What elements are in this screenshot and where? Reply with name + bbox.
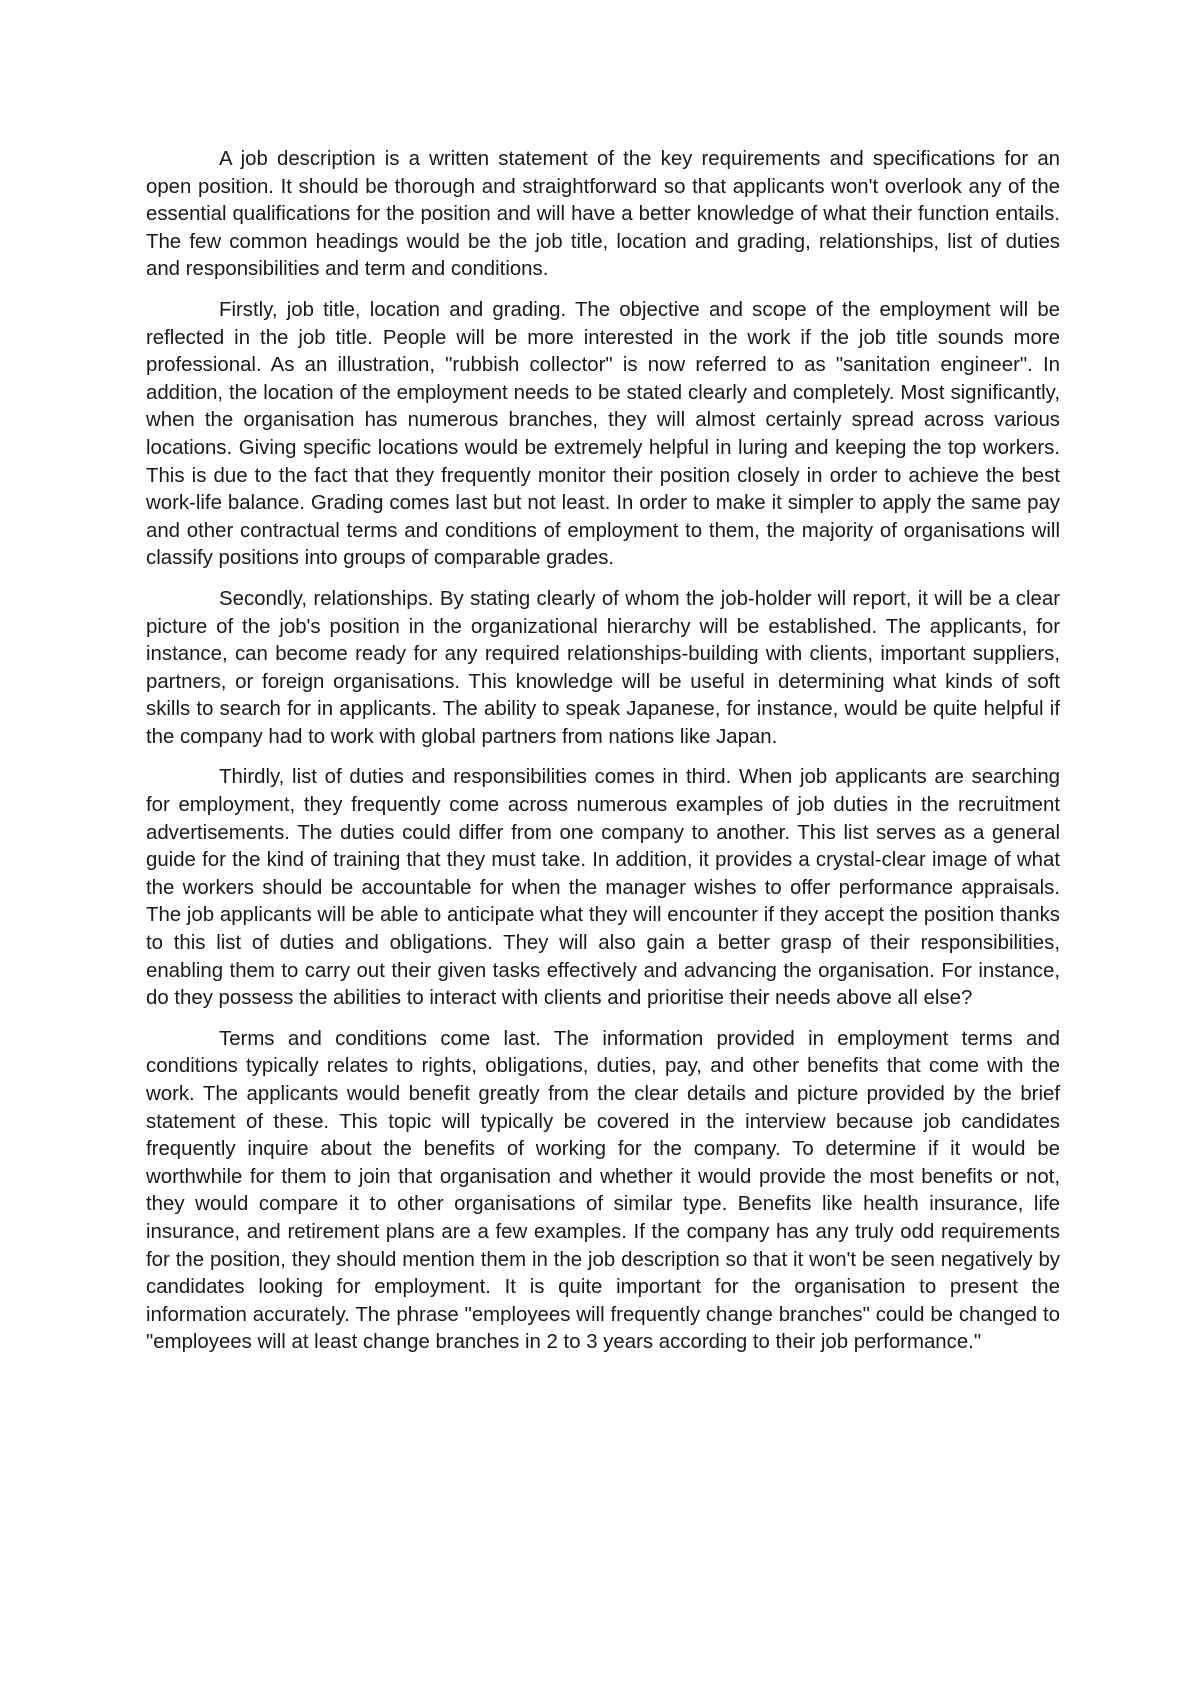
document-body (146, 146, 1060, 1357)
paragraph-duties-responsibilities: Thirdly, list of duties and responsibilities comes in third. When job applicants are searching for employment, they frequently come across numerous examples of job duties in the recruitment advertisements. The duties could differ from one company to another. This list serves as a general guide for the kind of training that they must take. In addition, it provides a crystal-clear image of what the workers should be accountable for when the manager wishes to offer performance appraisals. The job applicants will be able to anticipate what they will encounter if they accept the position thanks to this list of duties and obligations. They will also gain a better grasp of their responsibilities, enabling them to carry out their given tasks effectively and advancing the organisation. For instance, do they possess the abilities to interact with clients and prioritise their needs above all else? (146, 766, 1060, 1010)
paragraph-job-title-location-grading: Firstly, job title, location and grading. The objective and scope of the employment will be reflected in the job title. People will be more interested in the work if the job title sounds more professional. As an illustration, "rubbish collector" is now referred to as "sanitation engineer". In addition, the location of the employment needs to be stated clearly and completely. Most significantly, when the organisation has numerous branches, they will almost certainly spread across various locations. Giving specific locations would be extremely helpful in luring and keeping the top workers. This is due to the fact that they frequently monitor their position closely in order to achieve the best work-life balance. Grading comes last but not least. In order to make it simpler to apply the same pay and other contractual terms and conditions of employment to them, the majority of organisations will classify positions into groups of comparable grades. (146, 298, 1060, 570)
paragraph-terms-conditions: Terms and conditions come last. The information provided in employment terms and conditions typically relates to rights, obligations, duties, pay, and other benefits that come with the work. The applicants would benefit greatly from the clear details and picture provided by the brief statement of these. This topic will typically be covered in the interview because job candidates frequently inquire about the benefits of working for the company. To determine if it would be worthwhile for them to join that organisation and whether it would provide the most benefits or not, they would compare it to other organisations of similar type. Benefits like health insurance, life insurance, and retirement plans are a few examples. If the company has any truly odd requirements for the position, they should mention them in the job description so that it won't be seen negatively by candidates looking for employment. It is quite important for the organisation to present the information accurately. The phrase "employees will frequently change branches" could be changed to "employees will at least change branches in 2 to 3 years according to their job performance." (146, 1027, 1060, 1354)
paragraph-relationships: Secondly, relationships. By stating clearly of whom the job-holder will report, it will be a clear picture of the job's position in the organizational hierarchy will be established. The applicants, for instance, can become ready for any required relationships-building with clients, important suppliers, partners, or foreign organisations. This knowledge will be useful in determining what kinds of soft skills to search for in applicants. The ability to speak Japanese, for instance, would be quite helpful if the company had to work with global partners from nations like Japan. (146, 587, 1060, 748)
paragraph-introduction: A job description is a written statement of the key requirements and specifications for an open position. It should be thorough and straightforward so that applicants won't overlook any of the essential qualifications for the position and will have a better knowledge of what their function entails. The few common headings would be the job title, location and grading, relationships, list of duties and responsibilities and term and conditions. (146, 148, 1060, 281)
